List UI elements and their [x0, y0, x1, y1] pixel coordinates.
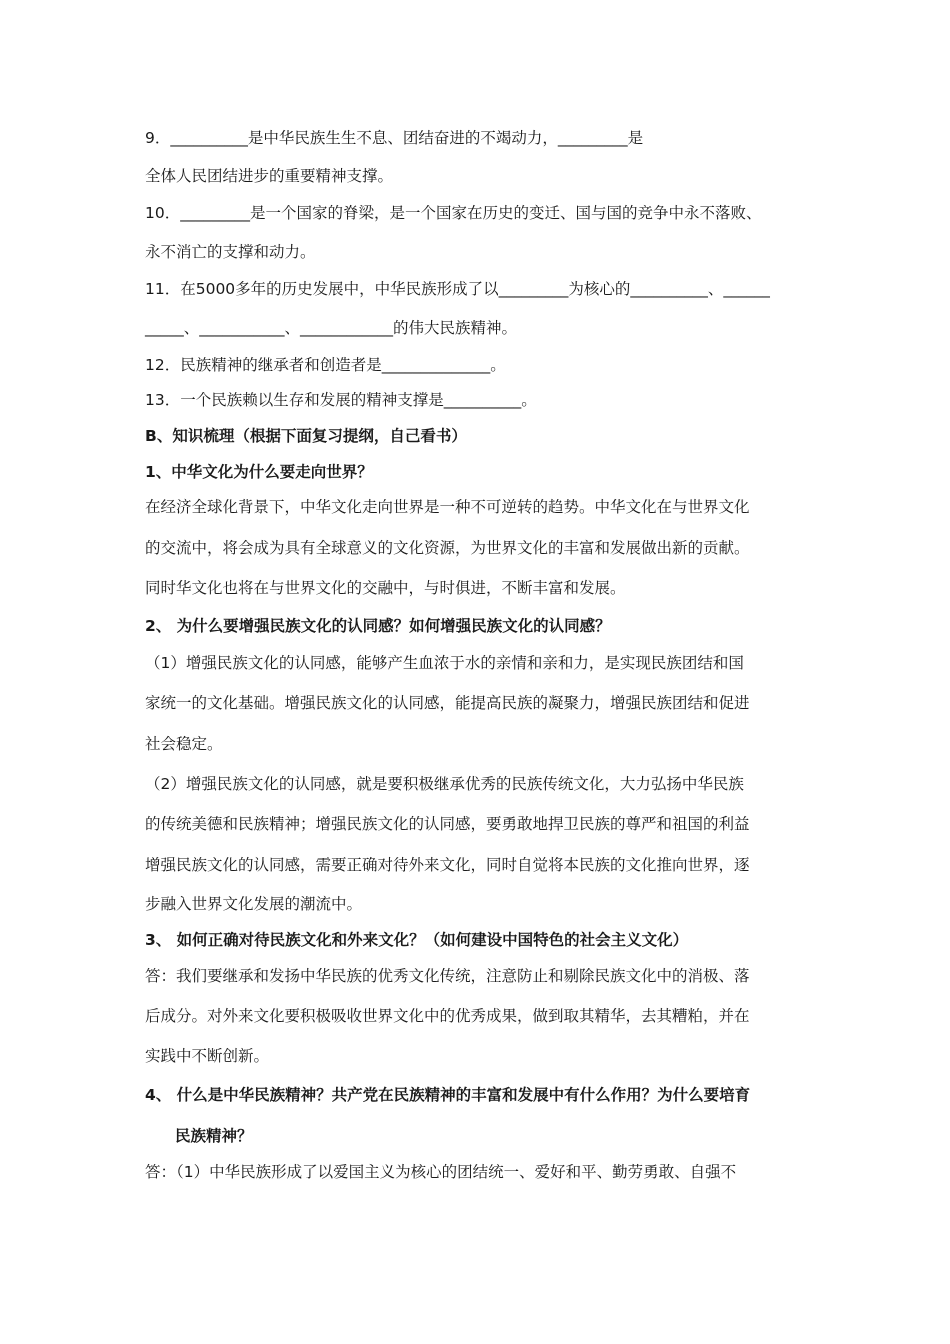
topic-2-para-line-5: 的传统美德和民族精神；增强民族文化的认同感，要勇敢地捍卫民族的尊严和祖国的利益 [145, 815, 750, 833]
question-13: 13．一个民族赖以生存和发展的精神支撑是__________。 [145, 391, 537, 409]
section-b-heading: B、知识梳理（根据下面复习提纲，自己看书） [145, 427, 467, 445]
topic-2-para-line-3: 社会稳定。 [145, 735, 223, 753]
question-10-line-1: 10．_________是一个国家的脊梁，是一个国家在历史的变迁、国与国的竞争中永不落败、 [145, 204, 762, 222]
topic-1-para-line-3: 同时华文化也将在与世界文化的交融中，与时俱进，不断丰富和发展。 [145, 579, 626, 597]
topic-2-para-line-7: 步融入世界文化发展的潮流中。 [145, 895, 363, 913]
topic-2-para-line-2: 家统一的文化基础。增强民族文化的认同感，能提高民族的凝聚力，增强民族团结和促进 [145, 694, 750, 712]
topic-3-para-line-2: 后成分。对外来文化要积极吸收世界文化中的优秀成果，做到取其精华，去其糟粕，并在 [145, 1007, 750, 1025]
topic-2-para-line-6: 增强民族文化的认同感，需要正确对待外来文化，同时自觉将本民族的文化推向世界，逐 [145, 856, 750, 874]
question-9-line-1: 9．__________是中华民族生生不息、团结奋进的不竭动力，_________是 [145, 129, 644, 147]
topic-4-para-line-1: 答：（1）中华民族形成了以爱国主义为核心的团结统一、爱好和平、勤劳勇敢、自强不 [145, 1163, 737, 1181]
topic-2-para-line-1: （1）增强民族文化的认同感，能够产生血浓于水的亲情和亲和力，是实现民族团结和国 [145, 654, 744, 672]
question-11-line-1: 11．在5000多年的历史发展中，中华民族形成了以_________为核心的__________、______ [145, 280, 770, 298]
question-11-line-2: _____、___________、____________的伟大民族精神。 [145, 319, 518, 337]
topic-3-heading: 3、 如何正确对待民族文化和外来文化？（如何建设中国特色的社会主义文化） [145, 931, 689, 949]
topic-2-heading: 2、 为什么要增强民族文化的认同感？如何增强民族文化的认同感？ [145, 617, 611, 635]
topic-1-para-line-2: 的交流中，将会成为具有全球意义的文化资源，为世界文化的丰富和发展做出新的贡献。 [145, 539, 750, 557]
topic-3-para-line-3: 实践中不断创新。 [145, 1047, 270, 1065]
question-12: 12．民族精神的继承者和创造者是______________。 [145, 356, 506, 374]
topic-1-heading: 1、中华文化为什么要走向世界？ [145, 463, 373, 481]
topic-1-para-line-1: 在经济全球化背景下，中华文化走向世界是一种不可逆转的趋势。中华文化在与世界文化 [145, 498, 750, 516]
topic-4-heading-line-2: 民族精神？ [175, 1127, 253, 1145]
question-10-line-2: 永不消亡的支撑和动力。 [145, 243, 316, 261]
question-9-line-2: 全体人民团结进步的重要精神支撑。 [145, 167, 394, 185]
topic-3-para-line-1: 答：我们要继承和发扬中华民族的优秀文化传统，注意防止和剔除民族文化中的消极、落 [145, 967, 750, 985]
topic-2-para-line-4: （2）增强民族文化的认同感，就是要积极继承优秀的民族传统文化，大力弘扬中华民族 [145, 775, 744, 793]
topic-4-heading-line-1: 4、 什么是中华民族精神？共产党在民族精神的丰富和发展中有什么作用？为什么要培育 [145, 1086, 751, 1104]
